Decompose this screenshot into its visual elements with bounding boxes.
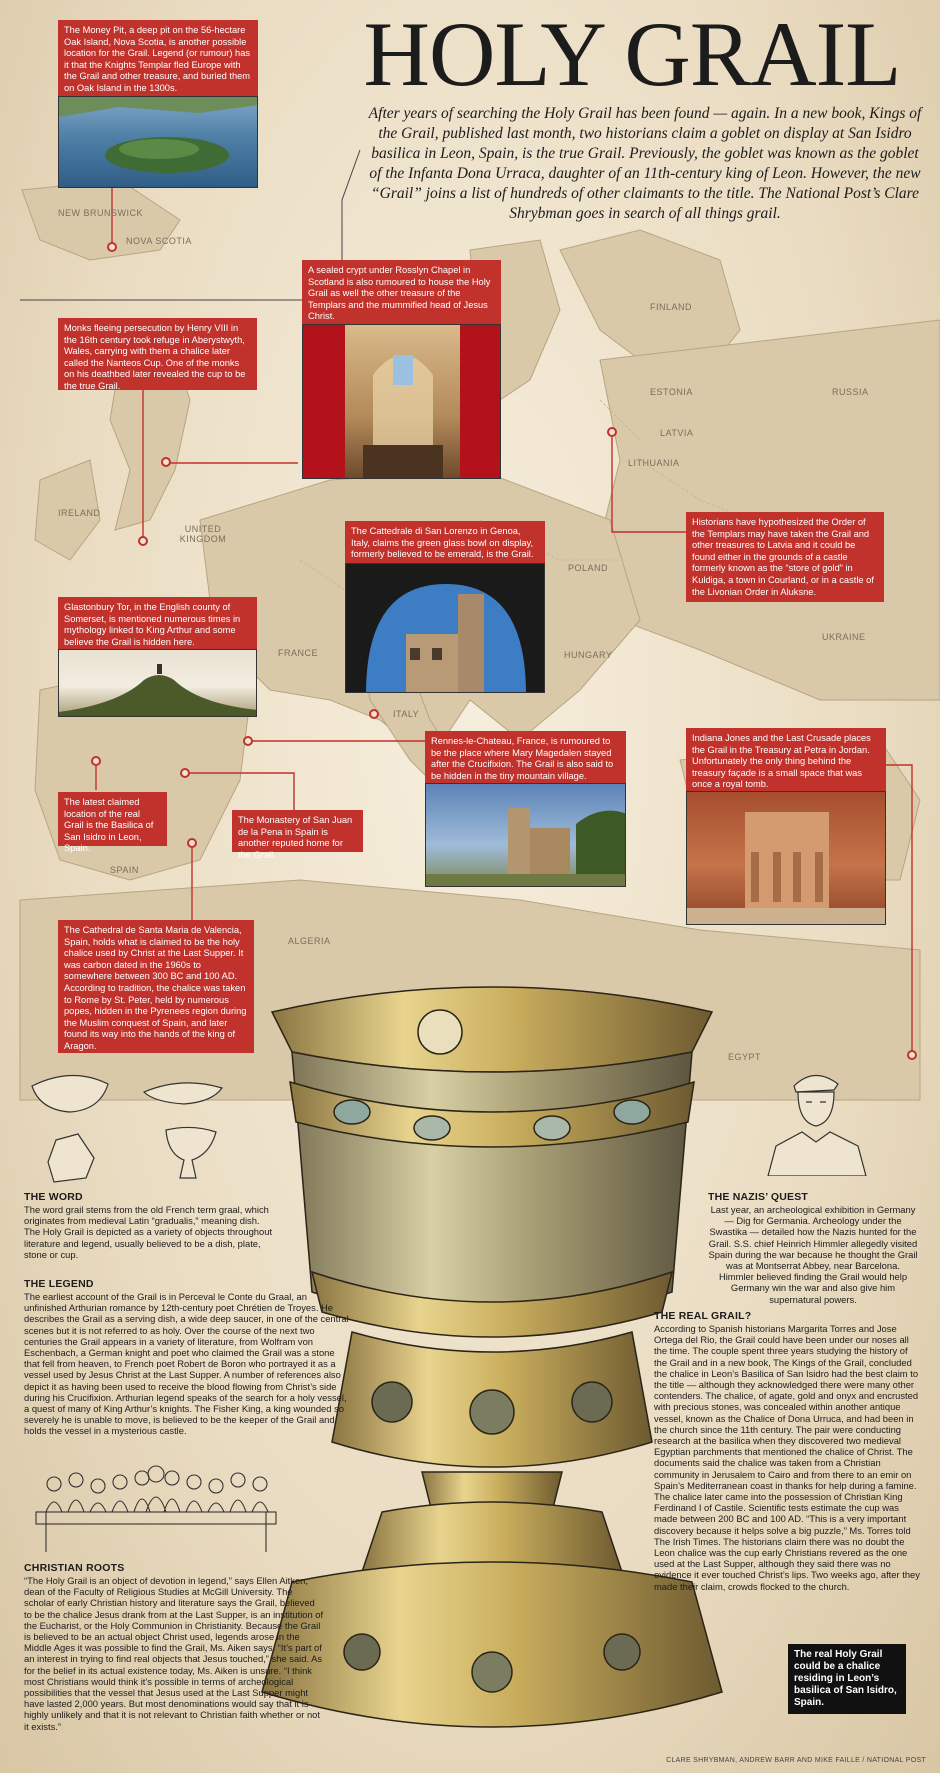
callout-glastonbury: Glastonbury Tor, in the English county of Somerset, is mentioned numerous times in mythology linked to King Arthur and some believe the Grail is hidden here. bbox=[58, 597, 257, 649]
label-egypt: EGYPT bbox=[728, 1052, 762, 1062]
marker-leon bbox=[91, 756, 101, 766]
label-ireland: IRELAND bbox=[58, 508, 101, 518]
credit-line: CLARE SHRYBMAN, ANDREW BARR AND MIKE FAILLE / NATIONAL POST bbox=[666, 1757, 926, 1764]
photo-oak-island bbox=[58, 96, 258, 188]
marker-oak-island bbox=[107, 242, 117, 252]
callout-latvia: Historians have hypothesized the Order of the Templars may have taken the Grail and other treasures to Latvia and it could be found either in the grounds of a castle formerly known as the “store of gold” in Kuldiga, a town in Courland, or in a castle of the Livonian Order in Aluksne. bbox=[686, 512, 884, 602]
marker-rennes-le-chateau bbox=[243, 736, 253, 746]
label-lithuania: LITHUANIA bbox=[628, 458, 680, 468]
callout-rennes: Rennes-le-Chateau, France, is rumoured to be the place where Mary Magedalen stayed after the Crucifixion. The Grail is also said to be hidden in the tiny mountain village. bbox=[425, 731, 626, 783]
label-russia: RUSSIA bbox=[832, 387, 869, 397]
callout-valencia: The Cathedral de Santa Maria de Valencia, Spain, holds what is claimed to be the holy chalice used by Christ at the Last Supper. It was carbon dated in the 1960s to somewhere between 300 BC and 100 AD. According to tradition, the chalice was taken to Rome by St. Peter, held by numerous popes, hidden in the Pyrenees region during the Muslim conquest of Spain, and later found its way into the hands of the king of Aragon. bbox=[58, 920, 254, 1053]
marker-aberystwyth bbox=[138, 536, 148, 546]
section-body-nazis: Last year, an archeological exhibition in Germany — Dig for Germania. Archeology under the Swastika — detailed how the Nazis hunted for the Grail. S.S. chief Heinrich Himmler allegedly visited Spain during the war because he thought the Grail was at Montserrat Abbey, near Barcelona. Himmler believed finding the Grail would help Germany win the war and also give him supernatural powers. bbox=[708, 1204, 918, 1305]
label-france: FRANCE bbox=[278, 648, 319, 658]
last-supper-sketch bbox=[26, 1456, 286, 1556]
label-hungary: HUNGARY bbox=[564, 650, 613, 660]
section-body-word: The word grail stems from the old French term graal, which originates from medieval Latin “gradualis,” meaning dish. The Holy Grail is depicted as a variety of objects throughout literature and legend, usually believed to be a dish, plate, stone or cup. bbox=[24, 1204, 273, 1260]
section-heading-real: THE REAL GRAIL? bbox=[654, 1310, 752, 1322]
section-body-roots: “The Holy Grail is an object of devotion in legend,” says Ellen Aitken, dean of the Faculty of Religious Studies at McGill University. The scholar of early Christian history and literature says the Grail, believed to be the chalice Jesus drank from at the Last Supper, is an institution of the Eucharist, or the Holy Communion in Christianity. Because the Grail is believed to be an actual object Christ used, legends arose in the Middle Ages it was possible to find the Grail, Ms. Aiken says. “It’s part of an interest in trying to find real objects that Jesus touched,” she said. As for the belief in its actual existence today, Ms. Aiken is unsure. “I think most Christians would think it’s possible in terms of archeological possibilities that the vessel that Jesus used at the Last Supper might have lasted 2,000 years. But most denominations would say that it is highly unlikely and that it is not relevant to Christian faith whether or not it exists.” bbox=[24, 1575, 324, 1732]
label-latvia: LATVIA bbox=[660, 428, 694, 438]
grail-forms-sketch bbox=[26, 1066, 246, 1190]
section-real-grail bbox=[654, 1310, 922, 1592]
callout-leon: The latest claimed location of the real Grail is the Basilica of San Isidro in Leon, Spain. bbox=[58, 792, 167, 846]
section-heading-roots: CHRISTIAN ROOTS bbox=[24, 1562, 125, 1574]
intro-text: After years of searching the Holy Grail has been found — again. In a new book, Kings of the Grail, published last month, two historians claim a goblet on display at San Isidro basilica in Leon, Spain, is the true Grail. Previously, the goblet was known as the goblet of the Infanta Dona Urraca, daughter of an 11th-century king of Leon. However, the new “Grail” joins a list of hundreds of other claimants to the title. The National Post’s Clare Shrybman goes in search of all things grail. bbox=[368, 105, 922, 222]
page-title: HOLY GRAIL bbox=[363, 3, 901, 105]
section-heading-nazis: THE NAZIS’ QUEST bbox=[708, 1191, 809, 1203]
label-estonia: ESTONIA bbox=[650, 387, 693, 397]
section-heading-word: THE WORD bbox=[24, 1191, 83, 1203]
label-italy: ITALY bbox=[393, 709, 420, 719]
section-body-real: According to Spanish historians Margarita Torres and Jose Ortega del Rio, the Grail could have been under our noses all the time. The couple spent three years studying the history of the Grail and in a new book, The Kings of the Grail, concluded the chalice in Leon’s Basilica of San Isidro had the best claim to the title — although they acknowledged there were many other contenders. The chalice, of agate, gold and onyx and encrusted with precious stones, was concealed within another antique vessel, known as the Chalice of Dona Urruca, and had been in the church since the 11th century. The pair were conducting research at the basilica when they discovered two medieval Egyptian parchments that mentioned the chalice of Christ. The documents said the chalice was taken from a Christian community in Jerusalem to Cairo and from there to an emir on Spain’s Mediterranean coast in thanks for help during a famine. The chalice later came into the possession of Christian King Ferdinand I of Castile. Scientific tests estimate the cup was made between 200 BC and 100 AD. “This is a very important discovery because it helps solve a big puzzle,” Ms. Torres told The Irish Times. The historians claim there was no doubt the Leon chalice was the cup early Christians revered as the one used at the Last Supper, although they said there was no evidence it ever touched Christ’s lips. Two weeks ago, after they made their claim, crowds flocked to the church. bbox=[654, 1323, 920, 1592]
marker-genoa bbox=[369, 709, 379, 719]
label-spain: SPAIN bbox=[110, 865, 139, 875]
label-poland: POLAND bbox=[568, 563, 609, 573]
marker-valencia bbox=[187, 838, 197, 848]
section-nazis-quest bbox=[708, 1191, 918, 1305]
section-heading-legend: THE LEGEND bbox=[24, 1278, 94, 1290]
photo-rennes-le-chateau bbox=[425, 783, 626, 887]
callout-money-pit: The Money Pit, a deep pit on the 56-hectare Oak Island, Nova Scotia, is another possible location for the Grail. Legend (or rumour) has it that the Knights Templar fled Europe with the Grail and other treasure, and buried them on Oak Island in the 1300s. bbox=[58, 20, 258, 96]
section-the-legend bbox=[24, 1278, 350, 1437]
section-body-legend: The earliest account of the Grail is in Perceval le Conte du Graal, an unfinished Arthurian romance by 12th-century poet Chrétien de Troyes. He describes the Grail as a serving dish, a wide deep saucer, in one of the central scenes but it is not referred to as holy. Over the course of the next two centuries the Grail appears in a variety of literature, from Wolfram von Eschenbach, a German knight and poet who claimed the Grail was a stone that fell from heaven, to French poet Robert de Boron who portrayed it as a vessel used by Jesus Christ at the Last Supper. A number of references also depict it as having been used to receive the blood flowing from Christ’s side during his Crucifixion. Arthurian legend speaks of the search for a holy vessel, a quest of many of King Arthur’s knights. The Fisher King, a king wounded so severely he is unable to move, is believed to be the keeper of the Grail and holds the vessel in a mysterious castle. bbox=[24, 1291, 349, 1437]
section-the-word bbox=[24, 1191, 276, 1260]
chalice-caption: The real Holy Grail could be a chalice residing in Leon’s basilica of San Isidro, Spain. bbox=[788, 1644, 906, 1714]
photo-glastonbury-tor bbox=[58, 649, 257, 717]
callout-san-juan: The Monastery of San Juan de la Pena in Spain is another reputed home for the Grail. bbox=[232, 810, 363, 852]
label-nova-scotia: NOVA SCOTIA bbox=[126, 236, 192, 246]
marker-latvia bbox=[607, 427, 617, 437]
label-united-kingdom: UNITED KINGDOM bbox=[179, 524, 227, 544]
himmler-sketch bbox=[754, 1056, 874, 1176]
callout-rosslyn: A sealed crypt under Rosslyn Chapel in Scotland is also rumoured to house the Holy Grail as well the other treasure of the Templars and the mummified head of Jesus Christ. bbox=[302, 260, 501, 324]
marker-rosslyn bbox=[161, 457, 171, 467]
photo-genoa-cathedral bbox=[345, 563, 545, 693]
label-new-brunswick: NEW BRUNSWICK bbox=[58, 208, 143, 218]
callout-genoa: The Cattedrale di San Lorenzo in Genoa, Italy, claims the green glass bowl on display, formerly believed to be emerald, is the Grail. bbox=[345, 521, 545, 563]
callout-nanteos: Monks fleeing persecution by Henry VIII in the 16th century took refuge in Aberystwyth, Wales, carrying with them a chalice later called the Nanteos Cup. One of the monks on his deathbed later revealed the cup to be the true Grail. bbox=[58, 318, 257, 390]
marker-petra bbox=[907, 1050, 917, 1060]
photo-petra-treasury bbox=[686, 791, 886, 925]
label-finland: FINLAND bbox=[650, 302, 693, 312]
photo-rosslyn-chapel bbox=[302, 324, 501, 479]
marker-san-juan bbox=[180, 768, 190, 778]
label-ukraine: UKRAINE bbox=[822, 632, 866, 642]
section-christian-roots bbox=[24, 1562, 324, 1732]
label-algeria: ALGERIA bbox=[288, 936, 331, 946]
callout-petra: Indiana Jones and the Last Crusade places the Grail in the Treasury at Petra in Jordan. Unfortunately the only thing behind the treasury façade is a small space that was once a royal tomb. bbox=[686, 728, 886, 791]
